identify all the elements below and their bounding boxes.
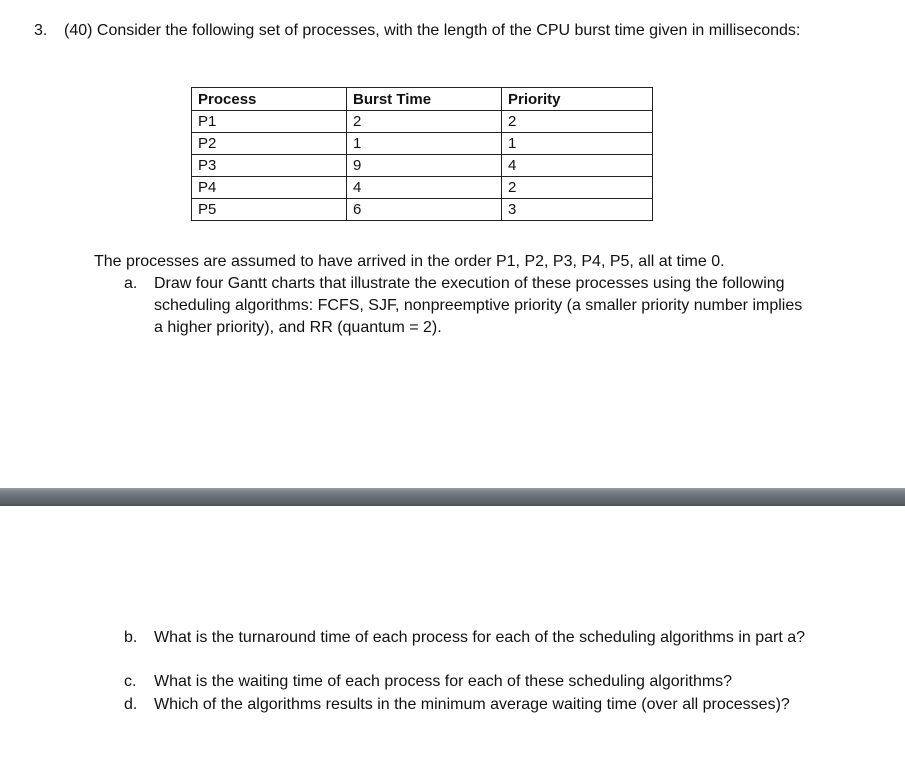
table-header-row [192,88,653,111]
table-row [192,199,653,221]
cell-burst-time: 6 [347,199,502,221]
sub-question-label: a. [124,275,138,292]
cell-priority: 2 [502,177,653,199]
cell-burst-time: 1 [347,133,502,155]
sub-question-label: c. [124,673,137,690]
sub-question-label: d. [124,696,138,713]
page-break-divider [0,488,905,506]
arrival-order-text: The processes are assumed to have arrived in the order P1, P2, P3, P4, P5, all at time 0. [94,253,725,270]
cell-process: P2 [192,133,347,155]
sub-question-label: b. [124,629,138,646]
question-text: (40) Consider the following set of processes, with the length of the CPU burst time given in milliseconds: [64,22,801,39]
cell-priority: 2 [502,111,653,133]
cell-burst-time: 9 [347,155,502,177]
header-burst-time: Burst Time [347,88,502,111]
cell-priority: 3 [502,199,653,221]
cell-process: P5 [192,199,347,221]
sub-question-text: Draw four Gantt charts that illustrate the execution of these processes using the following scheduling algorithms: FCFS, SJF, nonpreemptive priority (a smaller priority number implies a higher priority), and RR (quantum = 2). [154,275,803,336]
sub-question-text: What is the waiting time of each process for each of these scheduling algorithms? [154,673,733,690]
sub-question-text: What is the turnaround time of each process for each of the scheduling algorithms in part a? [154,629,806,646]
cell-priority: 4 [502,155,653,177]
header-priority: Priority [502,88,653,111]
cell-priority: 1 [502,133,653,155]
table-row [192,133,653,155]
process-table [191,87,653,221]
sub-question-text: Which of the algorithms results in the minimum average waiting time (over all processes)? [154,696,790,713]
cell-process: P1 [192,111,347,133]
table-row [192,111,653,133]
cell-burst-time: 2 [347,111,502,133]
header-process: Process [192,88,347,111]
question-number: 3. [34,22,48,39]
cell-process: P4 [192,177,347,199]
table-row [192,177,653,199]
cell-burst-time: 4 [347,177,502,199]
cell-process: P3 [192,155,347,177]
table-row [192,155,653,177]
